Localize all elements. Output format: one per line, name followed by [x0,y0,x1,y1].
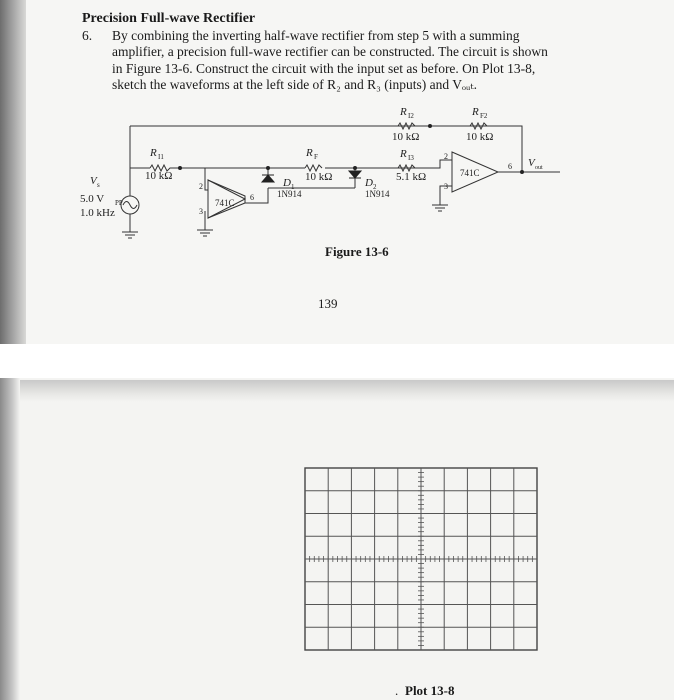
r-f-label: R [306,147,313,159]
section-title: Precision Full-wave Rectifier [82,11,256,26]
junction-e [520,170,524,174]
r-f2-value: 10 kΩ [466,131,494,143]
circuit-diagram [0,0,674,250]
r-i2-label: R [400,106,407,118]
vout-sub: out [535,165,543,171]
step-line-1: By combining the inverting half-wave rectifier from step 5 with a summing [112,28,520,43]
d2-label: D [365,177,373,189]
ground-source [122,232,138,238]
r-i1-label: R [150,147,157,159]
r-i2-value: 10 kΩ [392,131,420,143]
diode-d2 [349,171,361,178]
opamp2-pin-noninv: 3 [444,182,448,191]
resistor-zigzags [150,123,487,171]
ground-symbols [122,205,448,238]
source-label: V [90,175,97,187]
source-amplitude-sub: PP [115,199,123,207]
figure-caption: Figure 13-6 [325,244,389,259]
lower-page-left-shadow [0,378,20,700]
ac-source-symbol [121,196,139,214]
r-f-sub: F [314,153,318,161]
r-i1-value: 10 kΩ [145,170,173,182]
diode-d1 [262,175,274,182]
page-gap [0,344,674,378]
source-amplitude: 5.0 V [80,193,105,205]
r-f2-label: R [472,106,479,118]
opamp1-pin-noninv: 3 [199,207,203,216]
page-number: 139 [318,296,338,311]
junction-c [353,166,357,170]
d2-sub: 2 [373,183,377,191]
r-i3-sub: I3 [408,154,414,162]
vout-label: V [528,157,535,169]
opamp1-pin-out: 6 [250,193,254,202]
page-fold-shadow [0,380,674,402]
d1-sub: 1 [291,183,295,191]
junction-b [266,166,270,170]
r-f-value: 10 kΩ [305,171,333,183]
r-f2-sub: F2 [480,112,488,120]
d1-label: D [283,177,291,189]
plot-caption: Plot 13-8 [405,683,455,698]
opamp2-pin-out: 6 [508,162,512,171]
opamp1-label: 741C [215,198,235,208]
d2-part: 1N914 [365,189,390,199]
junction-d [428,124,432,128]
step-number: 6. [82,28,93,43]
source-sub: s [97,181,100,189]
r-i3-label: R [400,148,407,160]
step-line-2: amplifier, a precision full-wave rectifier can be constructed. The circuit is shown [112,44,548,60]
opamp2-label: 741C [460,168,480,178]
opamp2-pin-inv: 2 [444,152,448,161]
step-line-4: sketch the waveforms at the left side of R₂ and R₃ (inputs) and Vₒᵤₜ. [112,77,477,93]
ground-opamp1 [197,230,213,236]
ground-opamp2 [432,205,448,211]
opamp1-pin-inv: 2 [199,182,203,191]
step-line-3: in Figure 13-6. Construct the circuit with the input set as before. On Plot 13-8, [112,60,536,76]
r-i1-sub: I1 [158,153,164,161]
source-frequency: 1.0 kHz [80,207,115,219]
plot-caption-dot: . [395,683,399,698]
r-i3-value: 5.1 kΩ [396,171,427,183]
d1-part: 1N914 [277,189,302,199]
lower-page [0,378,674,700]
junction-a [178,166,182,170]
r-i2-sub: I2 [408,112,414,120]
